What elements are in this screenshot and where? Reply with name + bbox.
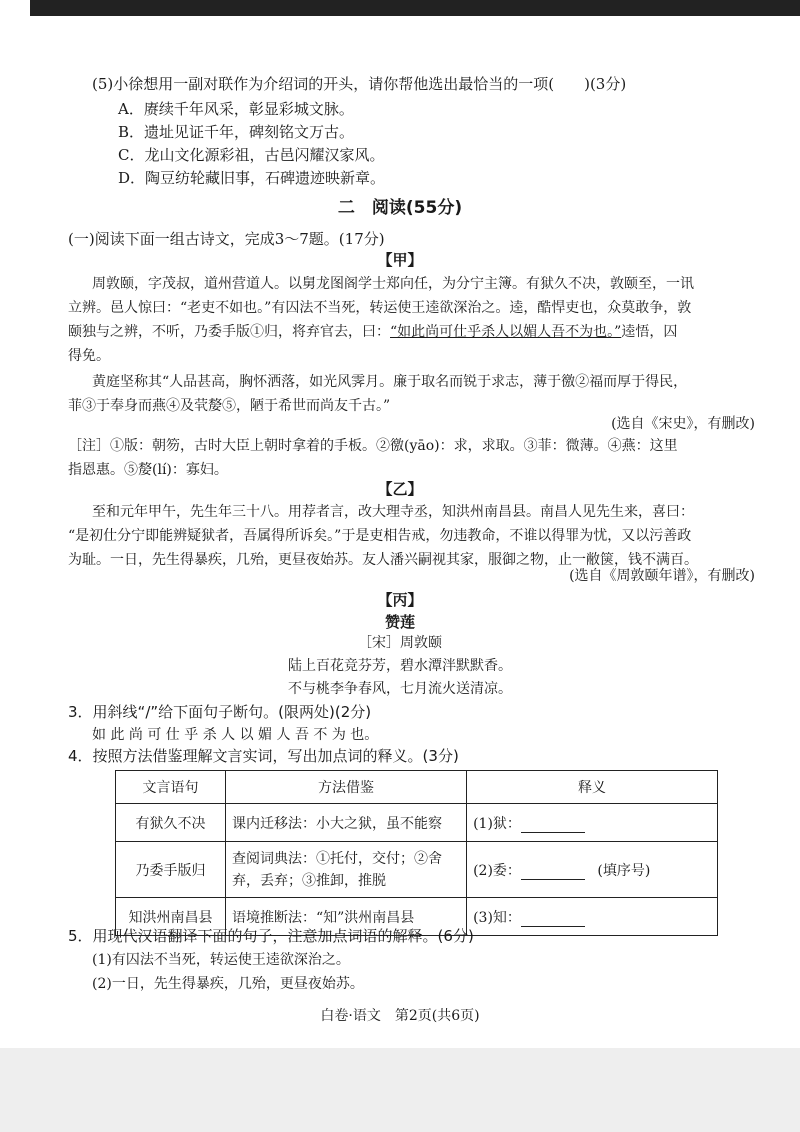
yi-source: (选自《周敦颐年谱》，有删改) xyxy=(569,568,755,584)
jia-p1-line3-a: 颐独与之辨，不听，乃委手版①归，将弃官去，曰： xyxy=(68,324,390,340)
section-intro: (一)阅读下面一组古诗文，完成3～7题。(17分) xyxy=(68,230,385,248)
table-row xyxy=(116,842,718,898)
yi-line2: “是初仕分宁即能辨疑狱者，吾属得所诉矣。”于是吏相告戒，勿违教命，不谁以得罪为忧，又以污善政 xyxy=(68,528,692,544)
page-footer: 白卷·语文 第2页(共6页) xyxy=(320,1008,480,1024)
jia-p2-line1: 黄庭坚称其“人品甚高，胸怀洒落，如光风霁月。廉于取名而锐于求志，薄于徼②福而厚于得民， xyxy=(92,374,688,390)
row2-sentence: 乃委手版归 xyxy=(116,842,226,898)
row3-answer-label: (3)知： xyxy=(473,909,521,926)
q5-stem: (5)小徐想用一副对联作为介绍词的开头，请你帮他选出最恰当的一项( )(3分) xyxy=(92,75,627,93)
row2-answer-cell xyxy=(467,842,718,898)
table-header-row xyxy=(116,771,718,804)
poem-title: 赞莲 xyxy=(384,613,415,631)
header-sentence: 文言语句 xyxy=(116,771,226,804)
jia-note-line1: ［注］①版：朝笏，古时大臣上朝时拿着的手板。②徼(yāo)：求，求取。③菲：微薄。④燕：这里 xyxy=(68,438,678,454)
yi-heading: 【乙】 xyxy=(377,480,423,498)
jia-source: (选自《宋史》，有删改) xyxy=(611,416,755,432)
header-meaning: 释义 xyxy=(467,771,718,804)
row3-answer-cell xyxy=(467,898,718,936)
jia-p1-line3-b: 逵悟，囚 xyxy=(621,324,678,340)
answer-blank-3[interactable] xyxy=(521,912,585,927)
jia-p2-line2: 菲③于奉身而燕④及茕嫠⑤，陋于希世而尚友千古。” xyxy=(68,398,391,414)
q5b-item-1: (1)有囚法不当死，转运使王逵欲深治之。 xyxy=(92,952,350,968)
bing-heading: 【丙】 xyxy=(377,591,423,609)
table-row xyxy=(116,804,718,842)
section-title: 二 阅读(55分) xyxy=(337,198,463,218)
jia-heading: 【甲】 xyxy=(377,251,423,269)
q5-option-d: D．陶豆纺轮藏旧事，石碑遗迹映新章。 xyxy=(118,169,386,187)
yi-line3: 为耻。一日，先生得暴疾，几殆，更昼夜始苏。友人潘兴嗣视其家，服御之物，止一敝箧，钱不满百。 xyxy=(68,552,698,568)
jia-p1-line4: 得免。 xyxy=(68,348,110,364)
jia-p1-line3 xyxy=(68,322,677,342)
q5-option-a: A．赓续千年风采，彰显彩城文脉。 xyxy=(118,100,354,118)
row2-answer-hint: (填序号) xyxy=(597,862,651,879)
header-method: 方法借鉴 xyxy=(225,771,466,804)
q3-sentence: 如 此 尚 可 仕 乎 杀 人 以 媚 人 吾 不 为 也。 xyxy=(92,727,379,743)
yi-line1: 至和元年甲午，先生年三十八。用荐者言，改大理寺丞，知洪州南昌县。南昌人见先生来，喜曰： xyxy=(92,504,694,520)
answer-blank-2[interactable] xyxy=(521,865,585,880)
scan-bottom-band xyxy=(0,1048,800,1132)
underlined-sentence: “如此尚可仕乎杀人以媚人吾不为也。” xyxy=(390,324,622,340)
row3-sentence: 知洪州南昌县 xyxy=(116,898,226,936)
row1-answer-label: (1)狱： xyxy=(473,815,521,832)
row1-answer-cell xyxy=(467,804,718,842)
answer-blank-1[interactable] xyxy=(521,818,585,833)
row1-method: 课内迁移法：小大之狱，虽不能察 xyxy=(225,804,466,842)
row1-sentence: 有狱久不决 xyxy=(116,804,226,842)
scan-top-edge xyxy=(30,0,800,16)
q5-option-c: C．龙山文化源彩祖，古邑闪耀汉家风。 xyxy=(118,146,385,164)
q4-stem: 4．按照方法借鉴理解文言实词，写出加点词的释义。(3分) xyxy=(68,747,459,765)
row2-answer-label: (2)委： xyxy=(473,862,521,879)
jia-p1-line1: 周敦颐，字茂叔，道州营道人。以舅龙图阁学士郑向任，为分宁主簿。有狱久不决，敦颐至，一讯 xyxy=(92,276,694,292)
jia-note-line2: 指恩惠。⑤嫠(lí)：寡妇。 xyxy=(68,462,228,478)
row2-method: 查阅词典法：①托付，交付；②舍弃，丢弃；③推卸，推脱 xyxy=(225,842,466,898)
row3-method: 语境推断法：“知”洪州南昌县 xyxy=(225,898,466,936)
q5b-stem: 5．用现代汉语翻译下面的句子，注意加点词语的解释。(6分) xyxy=(68,927,474,945)
q5-option-b: B．遗址见证千年，碑刻铭文万古。 xyxy=(118,123,355,141)
poem-author: ［宋］周敦颐 xyxy=(358,635,442,651)
poem-line-1: 陆上百花竞芬芳，碧水潭泮默默香。 xyxy=(288,658,512,674)
method-table xyxy=(115,770,718,936)
jia-p1-line2: 立辨。邑人惊曰：“老吏不如也。”有囚法不当死，转运使王逵欲深治之。逵，酷悍吏也，众莫敢争，敦 xyxy=(68,300,692,316)
poem-line-2: 不与桃李争春风，七月流火送清凉。 xyxy=(288,681,512,697)
q3-stem: 3．用斜线“/”给下面句子断句。(限两处)(2分) xyxy=(68,703,372,721)
q5b-item-2: (2)一日，先生得暴疾，几殆，更昼夜始苏。 xyxy=(92,976,364,992)
